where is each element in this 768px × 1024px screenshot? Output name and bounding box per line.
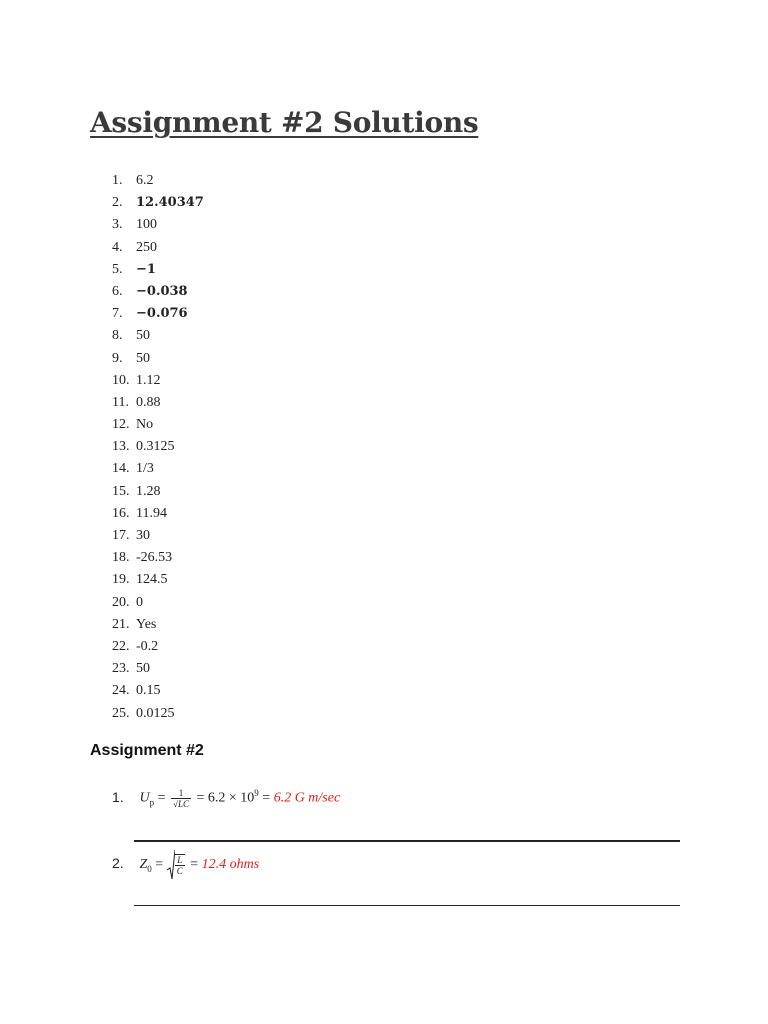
list-item: 9. 50 [112,350,150,366]
list-item: 19. 124.5 [112,572,168,588]
subscript: 0 [147,864,152,875]
list-item: 14. 1/3 [112,461,154,477]
fraction [175,854,185,876]
section-heading: Assignment #2 [90,742,204,759]
list-item: 15. 1.28 [112,483,161,499]
expression: = 6.2 × 10 [196,790,255,806]
list-item: 18. -26.53 [112,550,173,566]
list-item: 1. 6.2 [112,173,154,188]
denominator: √LC [173,799,189,809]
divider [134,840,680,842]
page-title: Assignment #2 Solutions [90,106,479,139]
exponent: 9 [254,788,259,799]
answer-highlight: 6.2 G m/sec [273,790,341,806]
list-item: 21. Yes [112,616,157,632]
fraction [171,788,191,809]
solution-1: 1. $U_p$ = $\frac{1}{√LC}$ = $6.2 \times 10^9 = 6.2$ G m/sec [112,788,341,809]
list-item: 25. 0.0125 [112,705,175,721]
answer-list [112,170,204,725]
square-root [167,850,187,880]
equals: = [190,857,199,873]
list-item: 5. −1 [112,261,156,277]
variable: Z [139,857,148,873]
list-item: 13. 0.3125 [112,439,175,455]
list-item: 20. 0 [112,594,143,610]
list-item: 6. −0.038 [112,283,188,299]
numerator: 1 [171,788,191,799]
list-item: 7. −0.076 [112,306,188,322]
list-item: 16. 11.94 [112,505,167,521]
list-item: 3. 100 [112,217,157,233]
list-item: 8. 50 [112,328,150,344]
answer-highlight: 12.4 ohms [201,857,260,873]
list-item: 4. 250 [112,239,157,255]
list-item: 11. 0.88 [112,394,161,410]
variable: U [139,790,150,806]
denominator: C [176,866,183,876]
equals: = [262,790,271,806]
list-item: 2. 12.40347 [112,195,204,211]
list-item: 23. 50 [112,661,150,677]
subscript: p [149,797,155,808]
numerator: L [175,855,185,866]
solution-2: 2. $Z_0$ = $\frac{L}{C}$ = 12.4 ohms [112,850,259,880]
radical-sign-icon [167,850,175,880]
divider [134,905,680,906]
list-item: 22. -0.2 [112,638,159,654]
list-item: 24. 0.15 [112,683,161,699]
list-item: 17. 30 [112,528,150,543]
list-item: 12. No [112,417,154,433]
list-item: 10. 1.12 [112,372,161,388]
